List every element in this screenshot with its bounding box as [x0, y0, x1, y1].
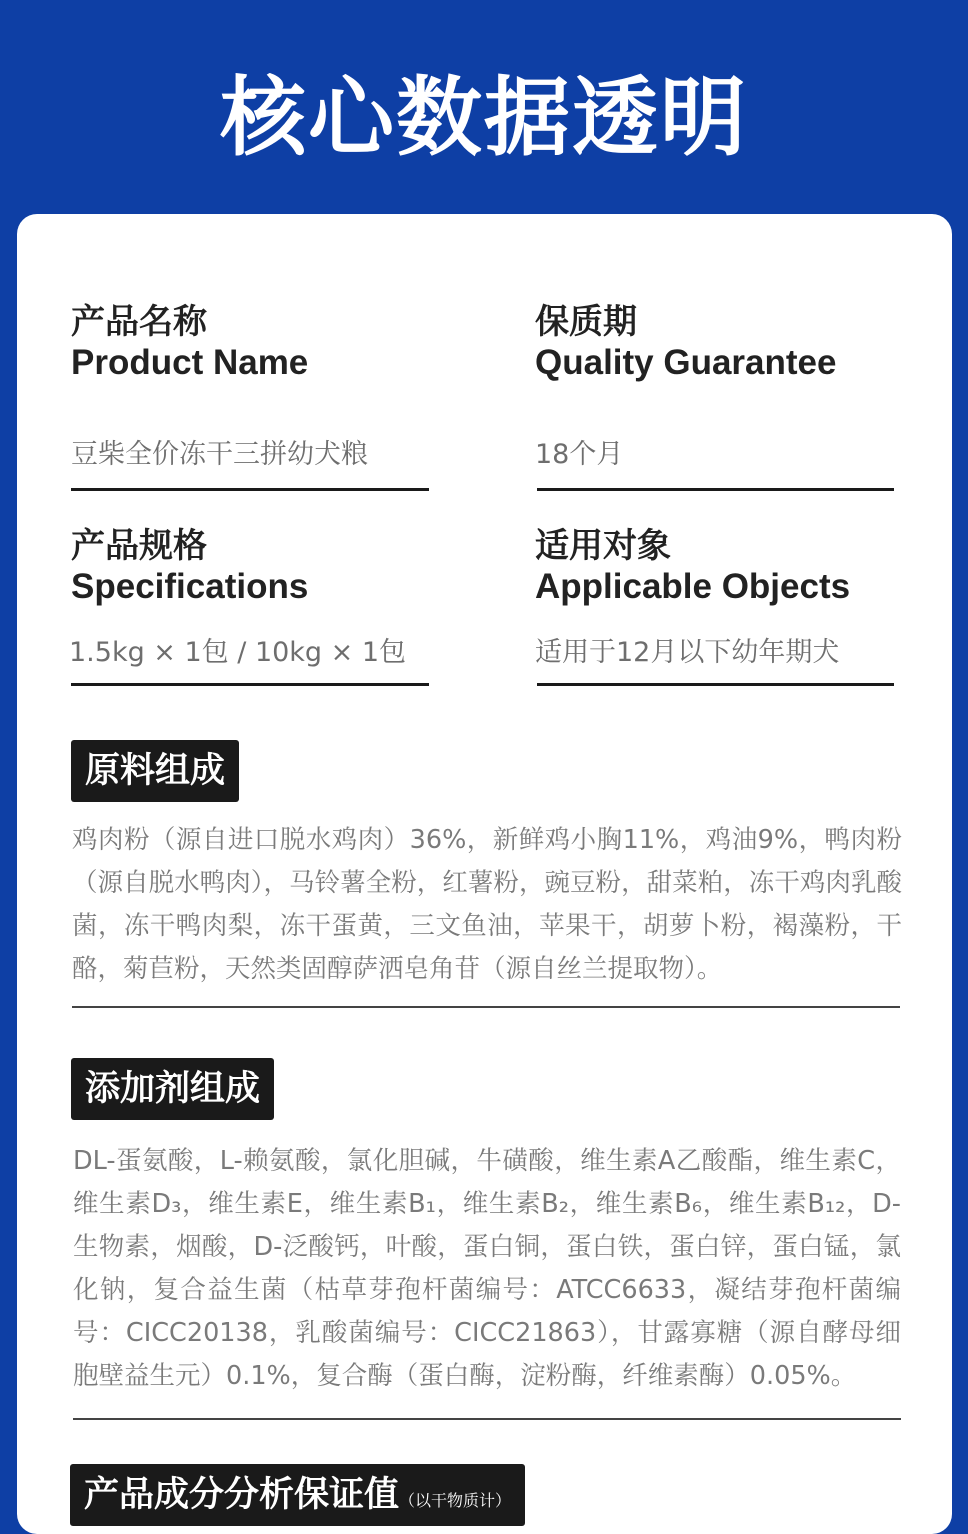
ingredients-text: 鸡肉粉（源自进口脱水鸡肉）36%，新鲜鸡小胸11%，鸡油9%，鸭肉粉（源自脱水鸭肉），马铃薯全粉，红薯粉，豌豆粉，甜菜粕，冻干鸡肉乳酸菌，冻干鸭肉梨，冻干蛋黄，三文鱼油，苹果干，胡萝卜粉，褐藻粉，干酪，菊苣粉，天然类固醇萨洒皂角苷（源自丝兰提取物）。	[72, 825, 902, 984]
analysis-note: （以干物质计）	[399, 1491, 512, 1510]
specifications-label-zh: 产品规格	[71, 526, 207, 566]
info-card	[17, 214, 952, 1534]
specifications-label-en: Specifications	[71, 567, 309, 606]
page-title: 核心数据透明	[220, 68, 748, 168]
applicable-field	[535, 526, 850, 608]
shelf-life-field	[535, 302, 836, 384]
additives-text: DL-蛋氨酸，L-赖氨酸，氯化胆碱，牛磺酸，维生素A乙酸酯，维生素C，维生素D₃，维生素E，维生素B₁，维生素B₂，维生素B₆，维生素B₁₂，D-生物素，烟酸，D-泛酸钙，叶酸，蛋白铜，蛋白铁，蛋白锌，蛋白锰，氯化钠，复合益生菌（枯草芽孢杆菌编号：ATCC6633，凝结芽孢杆菌编号：CICC20138，乳酸菌编号：CICC21863），甘露寡糖（源自酵母细胞壁益生元）0.1%，复合酶（蛋白酶，淀粉酶，纤维素酶）0.05%。	[73, 1146, 901, 1391]
divider	[537, 683, 894, 686]
divider	[71, 683, 429, 686]
divider	[71, 488, 429, 491]
specifications-field	[71, 526, 308, 608]
product-name-field	[71, 302, 308, 384]
shelf-life-label-en: Quality Guarantee	[535, 343, 837, 382]
applicable-label-zh: 适用对象	[535, 526, 671, 566]
applicable-value: 适用于12月以下幼年期犬	[535, 637, 840, 668]
shelf-life-value: 18个月	[535, 439, 624, 470]
product-name-label-zh: 产品名称	[71, 302, 207, 342]
divider	[73, 1418, 901, 1420]
analysis-title: 产品成分分析保证值	[84, 1475, 400, 1515]
shelf-life-label-zh: 保质期	[535, 302, 637, 342]
specifications-value: 1.5kg × 1包 / 10kg × 1包	[69, 637, 407, 668]
divider	[72, 1006, 900, 1008]
ingredients-heading: 原料组成	[71, 740, 239, 802]
product-name-value: 豆柴全价冻干三拼幼犬粮	[71, 439, 368, 470]
applicable-label-en: Applicable Objects	[535, 567, 851, 606]
product-name-label-en: Product Name	[71, 343, 309, 382]
analysis-heading	[70, 1464, 525, 1526]
additives-heading: 添加剂组成	[71, 1058, 274, 1120]
divider	[537, 488, 894, 491]
